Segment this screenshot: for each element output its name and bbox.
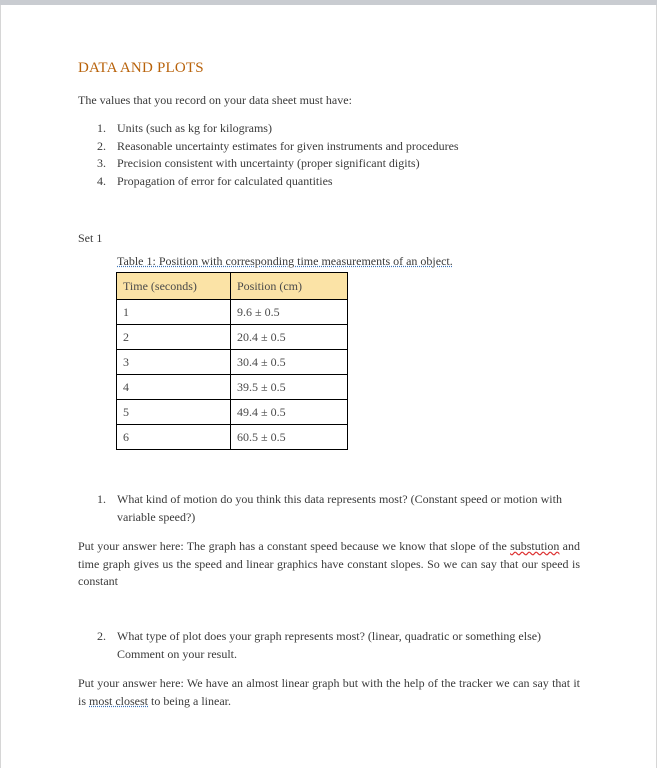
- answer-1[interactable]: Put your answer here: The graph has a constant speed because we know that slope of the substution and time graph gives us the speed and linear graphics have constant slopes. So we can say that our speed is constant: [78, 539, 581, 588]
- table-row: [117, 400, 348, 425]
- intro-text: The values that you record on your data sheet must have:: [78, 93, 352, 107]
- table-cell: 9.6 ± 0.5: [231, 300, 348, 325]
- table-cell: 60.5 ± 0.5: [231, 425, 348, 450]
- spelling-flag[interactable]: substution: [510, 539, 560, 553]
- table-row: [117, 300, 348, 325]
- table-header-row: [117, 273, 348, 300]
- table-cell: 4: [117, 375, 231, 400]
- table-cell: 49.4 ± 0.5: [231, 400, 348, 425]
- question-1: 1. What kind of motion do you think this data represents most? (Constant speed or motion with variable speed?): [97, 492, 562, 524]
- list-item: 1. Units (such as kg for kilograms): [97, 121, 272, 135]
- data-table: [116, 272, 348, 450]
- table-row: [117, 350, 348, 375]
- table-cell: 2: [117, 325, 231, 350]
- table-cell: 5: [117, 400, 231, 425]
- table-cell: 1: [117, 300, 231, 325]
- table-row: [117, 375, 348, 400]
- window-top-bar: [0, 0, 657, 5]
- list-item: 4. Propagation of error for calculated quantities: [97, 173, 333, 188]
- page-edge-left: [0, 5, 1, 768]
- question-2: 2. What type of plot does your graph represents most? (linear, quadratic or something else) Comment on your result.: [97, 629, 542, 661]
- list-item: 2. Reasonable uncertainty estimates for given instruments and procedures: [97, 138, 459, 153]
- list-item: 3. Precision consistent with uncertainty (proper significant digits): [97, 156, 420, 170]
- requirements-list: [97, 120, 459, 190]
- table-cell: 6: [117, 425, 231, 450]
- table-cell: 39.5 ± 0.5: [231, 375, 348, 400]
- set-label: Set 1: [78, 231, 103, 245]
- table-row: [117, 425, 348, 450]
- section-heading: DATA AND PLOTS: [78, 60, 204, 76]
- answer-2[interactable]: Put your answer here: We have an almost linear graph but with the help of the tracker we can say that it is most closest to being a linear.: [78, 676, 580, 708]
- column-header: Time (seconds): [117, 273, 231, 300]
- table-cell: 3: [117, 350, 231, 375]
- column-header: Position (cm): [231, 273, 348, 300]
- table-row: [117, 325, 348, 350]
- grammar-flag[interactable]: most closest: [89, 693, 149, 708]
- table-cell: 20.4 ± 0.5: [231, 325, 348, 350]
- table-caption: Table 1: Position with corresponding time measurements of an object.: [117, 254, 453, 268]
- table-cell: 30.4 ± 0.5: [231, 350, 348, 375]
